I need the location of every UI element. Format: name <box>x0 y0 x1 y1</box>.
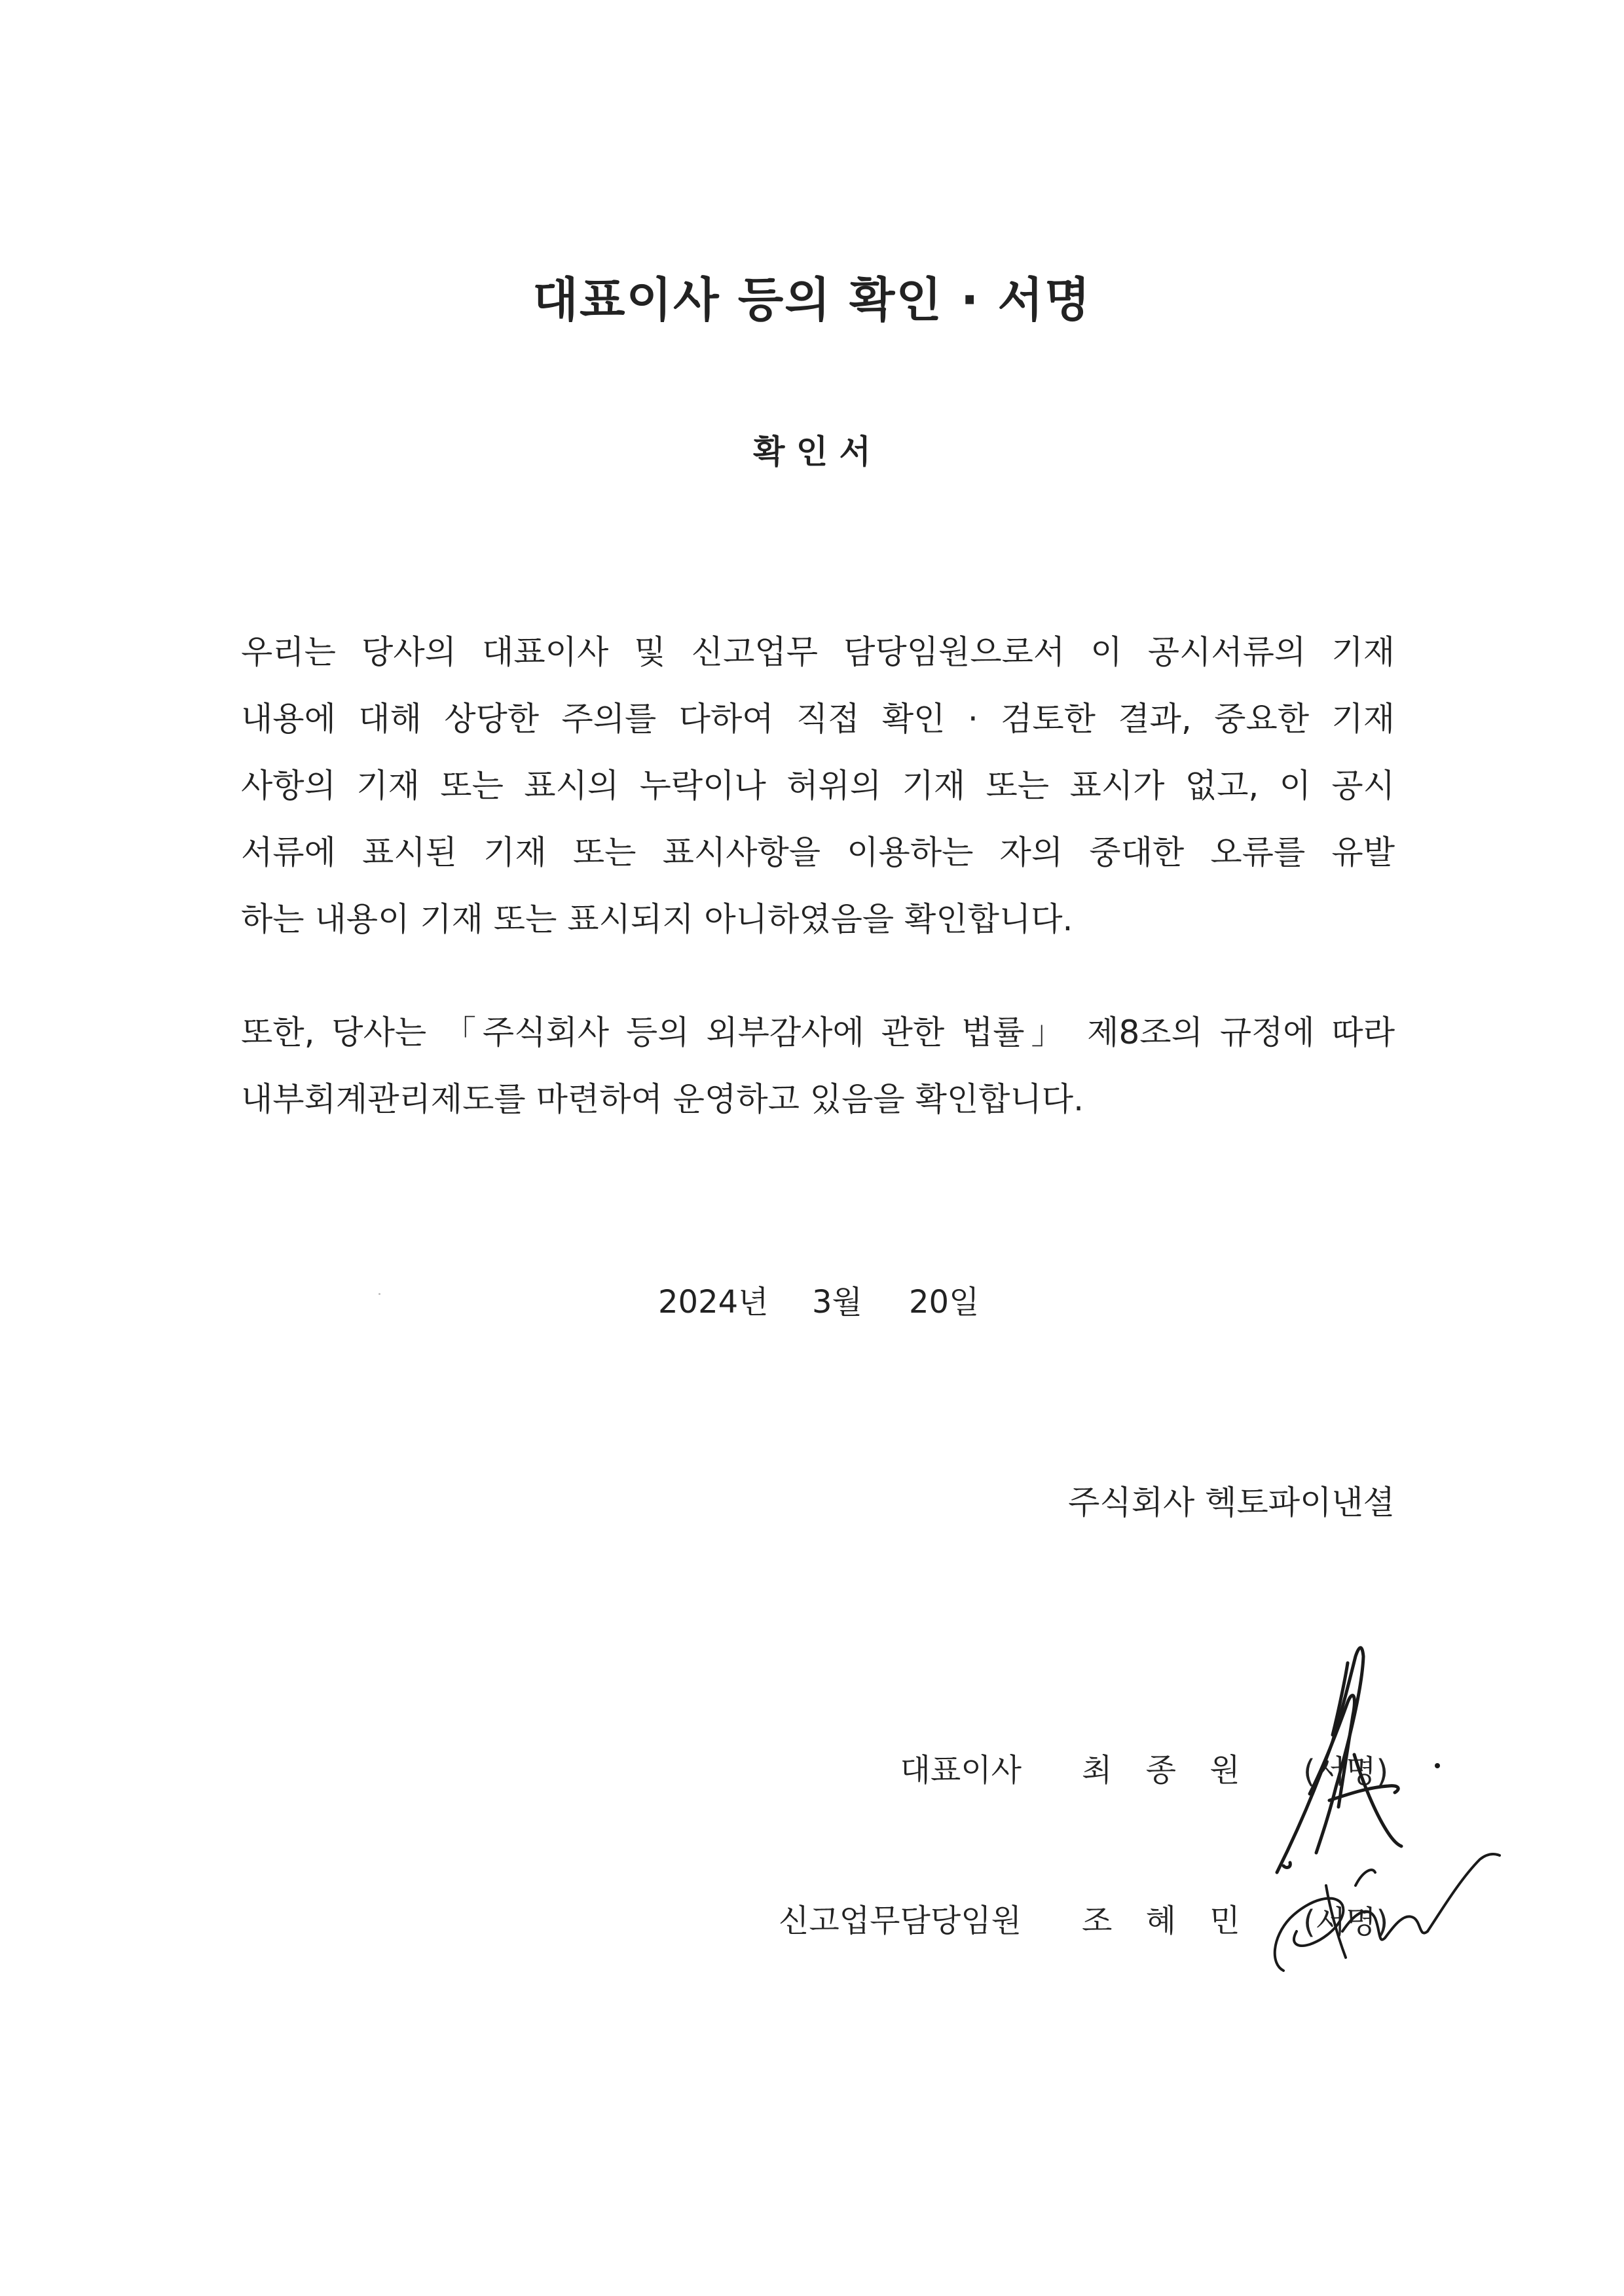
disclosure-officer-name: 조 혜 민 <box>1082 1903 1252 1939</box>
date-month: 3월 <box>812 1284 862 1321</box>
paragraph-line: 또한, 당사는 「주식회사 등의 외부감사에 관한 법률」 제8조의 규정에 따라 <box>241 1013 1395 1051</box>
paragraph-line: 서류에 표시된 기재 또는 표시사항을 이용하는 자의 중대한 오류를 유발 <box>241 833 1395 871</box>
document-title: 대표이사 등의 확인 · 서명 <box>532 272 1092 327</box>
paragraph-line: 하는 내용이 기재 또는 표시되지 아니하였음을 확인합니다. <box>241 900 1073 938</box>
paragraph-line: 내용에 대해 상당한 주의를 다하여 직접 확인 · 검토한 결과, 중요한 기재 <box>241 700 1395 738</box>
date-day: 20일 <box>909 1284 980 1321</box>
disclosure-officer-signature-mark: (서명) <box>1303 1904 1389 1941</box>
ceo-name: 최 종 원 <box>1082 1752 1252 1789</box>
ceo-signature-mark: (서명) <box>1303 1753 1389 1790</box>
disclosure-officer-role: 신고업무담당임원 <box>779 1903 1022 1939</box>
document-subtitle: 확 인 서 <box>753 433 871 471</box>
paragraph-line: 내부회계관리제도를 마련하여 운영하고 있음을 확인합니다. <box>241 1080 1084 1118</box>
date-year: 2024년 <box>658 1284 769 1321</box>
ceo-role: 대표이사 <box>900 1752 1022 1789</box>
confirmation-paragraph <box>241 619 1395 953</box>
signature-dot <box>1433 1761 1442 1770</box>
paragraph-line: 사항의 기재 또는 표시의 누락이나 허위의 기재 또는 표시가 없고, 이 공시 <box>241 767 1395 805</box>
scan-speck <box>378 1293 380 1295</box>
company-name: 주식회사 헥토파이낸셜 <box>1068 1484 1395 1522</box>
internal-control-paragraph <box>241 999 1395 1133</box>
paragraph-line: 우리는 당사의 대표이사 및 신고업무 담당임원으로서 이 공시서류의 기재 <box>241 633 1395 671</box>
disclosure-officer-handwritten-signature <box>1264 1833 1506 1990</box>
